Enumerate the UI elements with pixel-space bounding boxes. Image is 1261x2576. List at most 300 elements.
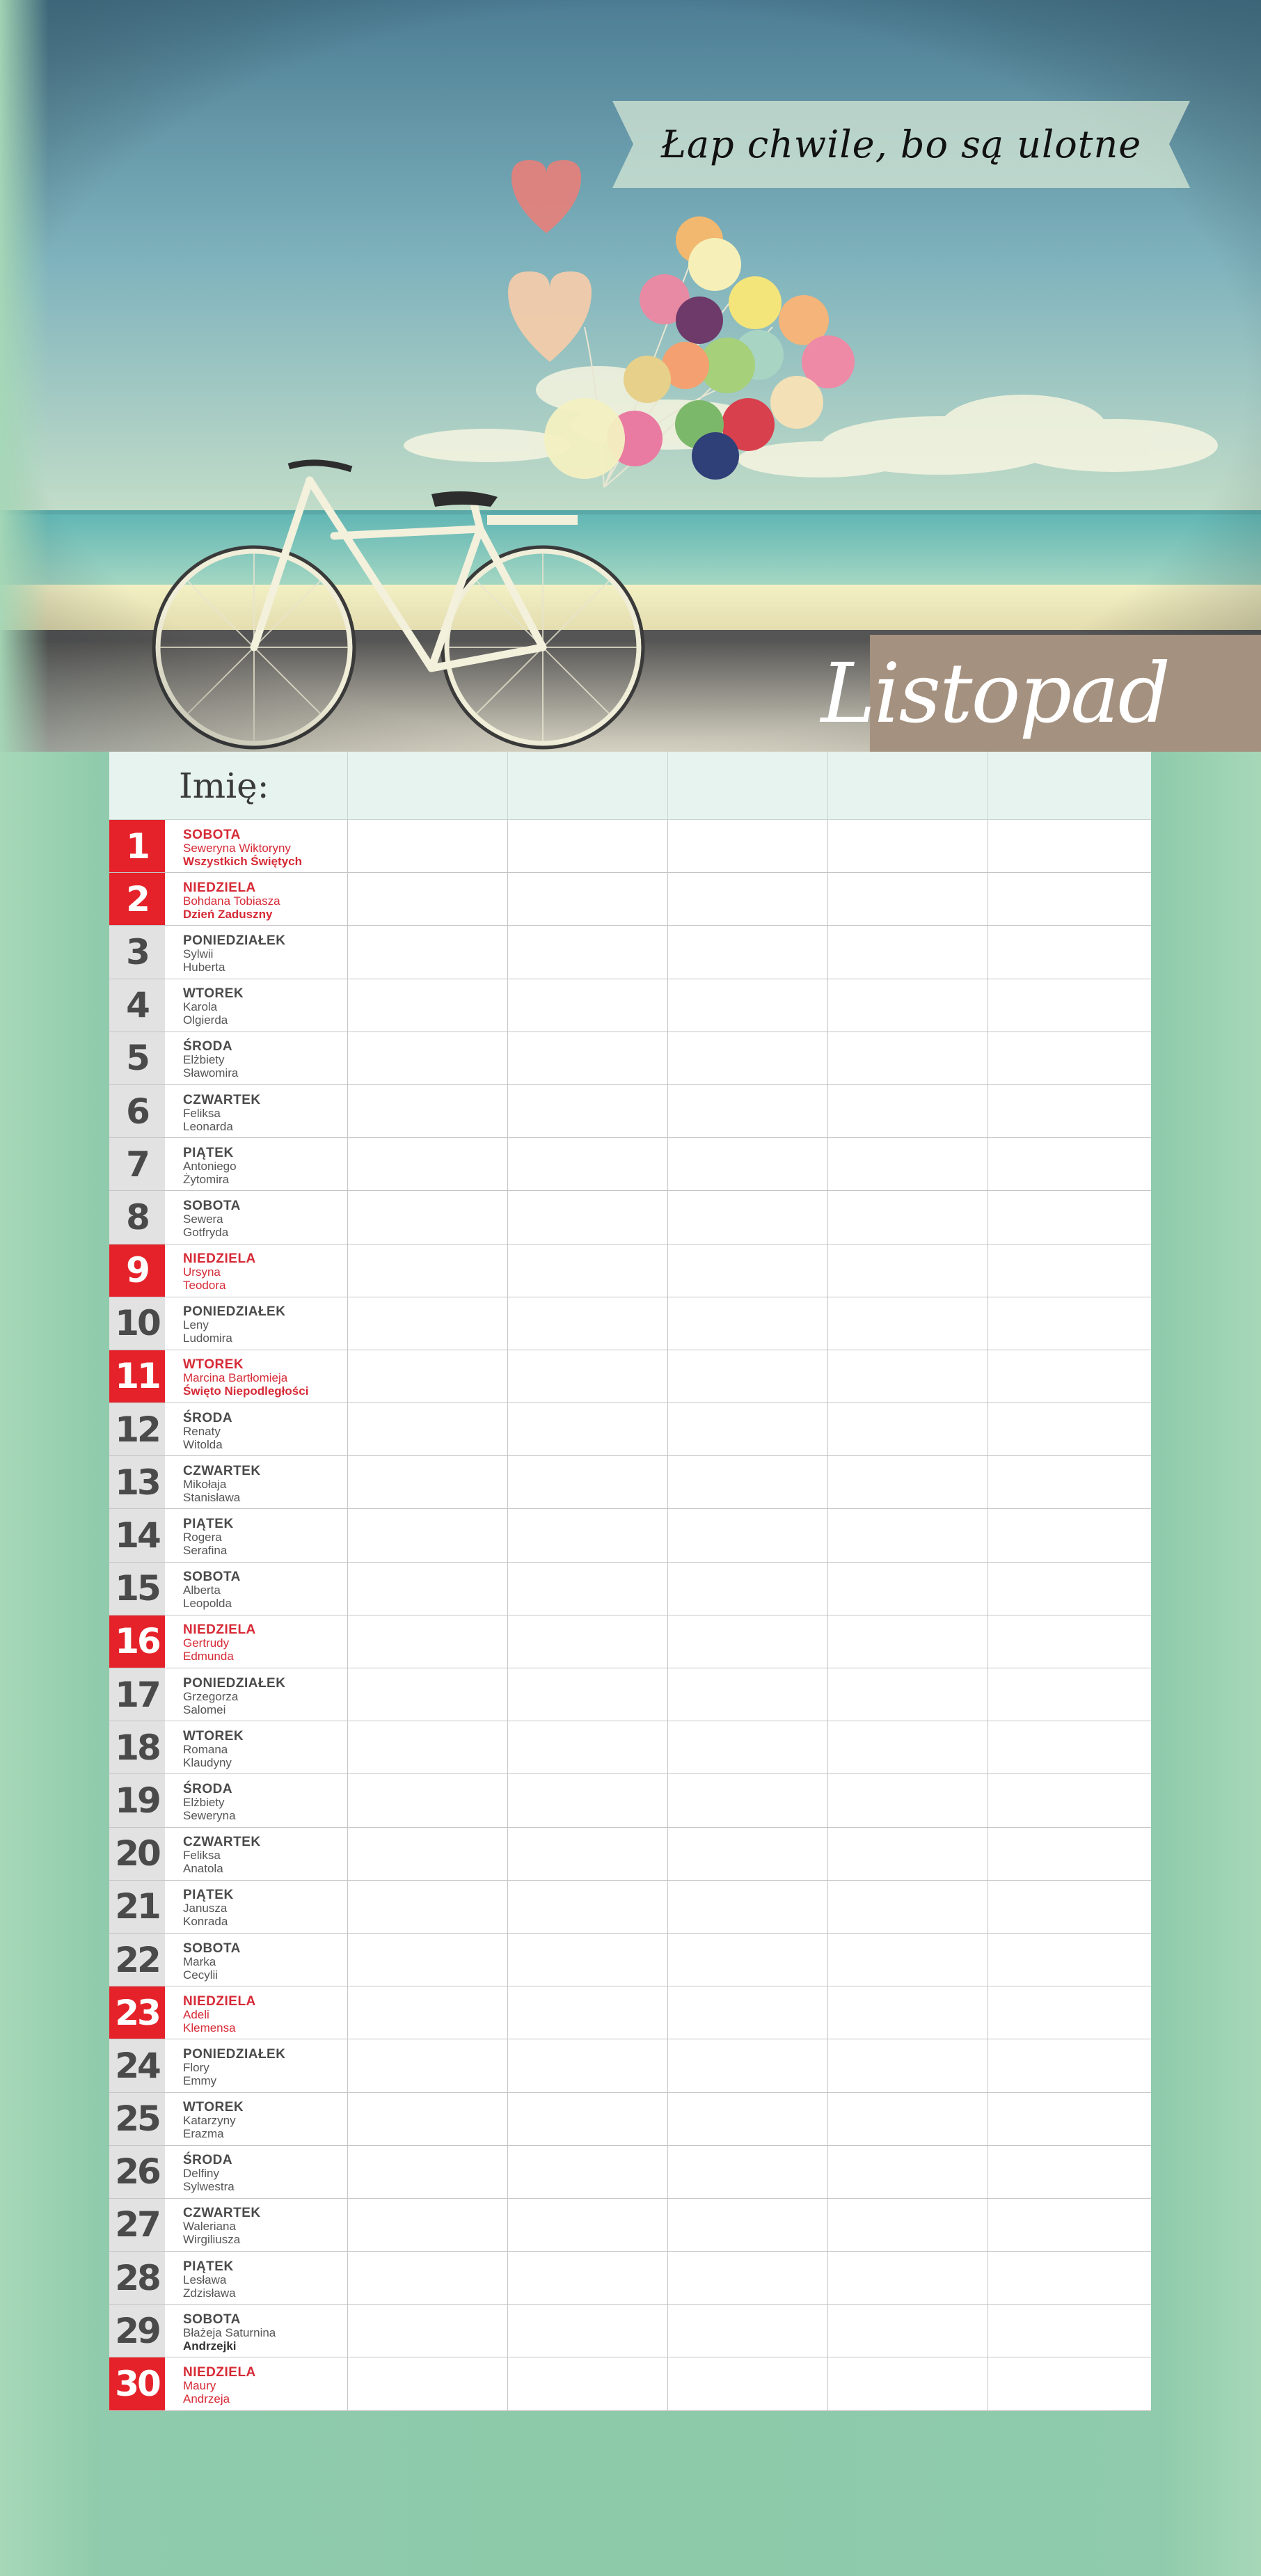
entry-cell[interactable] <box>668 1085 828 1137</box>
name-day-second-line: Huberta <box>183 960 225 974</box>
weekday-label: PONIEDZIAŁEK <box>183 933 286 948</box>
entry-cell[interactable] <box>988 1509 1148 1561</box>
day-row <box>109 979 1151 1032</box>
entry-cell[interactable] <box>988 2039 1148 2092</box>
name-day-names: Delfiny <box>183 2167 219 2181</box>
name-label: Imię: <box>109 752 348 819</box>
weekday-label: PIĄTEK <box>183 1145 234 1160</box>
entry-cell[interactable] <box>508 1138 668 1190</box>
day-row <box>109 1668 1151 1721</box>
entry-cell[interactable] <box>348 2305 508 2357</box>
entry-cell[interactable] <box>828 2146 988 2198</box>
name-day-second-line: Olgierda <box>183 1013 228 1027</box>
day-row <box>109 1403 1151 1456</box>
weekday-label: CZWARTEK <box>183 1092 261 1107</box>
entry-cell[interactable] <box>828 1721 988 1773</box>
entry-cell[interactable] <box>508 1350 668 1402</box>
motto-text: Łap chwile, bo są ulotne <box>660 123 1142 166</box>
name-day-names: Grzegorza <box>183 1689 239 1703</box>
entry-cell[interactable] <box>668 1881 828 1933</box>
day-number: 9 <box>109 1244 165 1297</box>
entry-cell[interactable] <box>668 1934 828 1986</box>
entry-cell[interactable] <box>348 1934 508 1986</box>
day-number: 10 <box>109 1297 165 1350</box>
entry-cell[interactable] <box>508 1881 668 1933</box>
day-info <box>165 1297 348 1350</box>
name-day-second-line: Klaudyny <box>183 1755 232 1769</box>
entry-cell[interactable] <box>508 1456 668 1508</box>
day-info <box>165 926 348 978</box>
name-day-second-line: Cecylii <box>183 1968 219 1982</box>
entry-cell[interactable] <box>988 1350 1148 1402</box>
entry-cell[interactable] <box>668 1350 828 1402</box>
name-day-second-line: Święto Niepodległości <box>183 1384 309 1398</box>
entry-cell[interactable] <box>508 1934 668 1986</box>
entry-cell[interactable] <box>348 1721 508 1773</box>
entry-cell[interactable] <box>508 1403 668 1455</box>
entry-cell[interactable] <box>348 2039 508 2092</box>
entry-cell[interactable] <box>988 2357 1148 2410</box>
weekday-label: NIEDZIELA <box>183 1622 256 1638</box>
entry-cell[interactable] <box>348 1986 508 2039</box>
entry-cell[interactable] <box>508 2305 668 2357</box>
day-number: 25 <box>109 2093 165 2145</box>
name-day-second-line: Teodora <box>183 1279 226 1293</box>
name-day-names: Rogera <box>183 1531 222 1544</box>
day-info <box>165 1138 348 1190</box>
entry-cell[interactable] <box>348 820 508 872</box>
entry-cell[interactable] <box>348 1456 508 1508</box>
entry-cell[interactable] <box>828 820 988 872</box>
entry-cell[interactable] <box>668 1456 828 1508</box>
day-info <box>165 2039 348 2092</box>
entry-cell[interactable] <box>988 1297 1148 1350</box>
name-day-names: Waleriana <box>183 2220 236 2234</box>
entry-cell[interactable] <box>668 1032 828 1084</box>
entry-cell[interactable] <box>348 1668 508 1721</box>
entry-cell[interactable] <box>988 2093 1148 2145</box>
day-row <box>109 1456 1151 1509</box>
entry-cell[interactable] <box>668 1563 828 1615</box>
day-info <box>165 979 348 1032</box>
entry-cell[interactable] <box>348 926 508 978</box>
weekday-label: CZWARTEK <box>183 2206 261 2221</box>
entry-cell[interactable] <box>988 1774 1148 1826</box>
name-day-names: Adeli <box>183 2007 209 2021</box>
name-day-names: Sylwii <box>183 947 214 961</box>
entry-cell[interactable] <box>508 979 668 1032</box>
entry-cell[interactable] <box>988 1986 1148 2039</box>
weekday-label: PONIEDZIAŁEK <box>183 2046 286 2062</box>
day-number: 16 <box>109 1615 165 1668</box>
motto-banner <box>612 101 1190 188</box>
entry-cell[interactable] <box>508 1191 668 1243</box>
weekday-label: ŚRODA <box>183 1039 233 1054</box>
day-row <box>109 1934 1151 1986</box>
entry-cell[interactable] <box>828 1563 988 1615</box>
entry-cell[interactable] <box>988 1563 1148 1615</box>
entry-cell[interactable] <box>348 1191 508 1243</box>
entry-cell[interactable] <box>508 2199 668 2251</box>
name-column-5[interactable] <box>988 752 1148 819</box>
entry-cell[interactable] <box>508 1986 668 2039</box>
entry-cell[interactable] <box>828 1828 988 1880</box>
day-number: 5 <box>109 1032 165 1084</box>
entry-cell[interactable] <box>348 2146 508 2198</box>
day-row <box>109 820 1151 873</box>
weekday-label: PIĄTEK <box>183 2259 234 2274</box>
entry-cell[interactable] <box>668 1138 828 1190</box>
weekday-label: CZWARTEK <box>183 1835 261 1850</box>
entry-cell[interactable] <box>348 1828 508 1880</box>
entry-cell[interactable] <box>828 1881 988 1933</box>
entry-cell[interactable] <box>988 1138 1148 1190</box>
name-day-second-line: Andrzejki <box>183 2339 237 2353</box>
entry-cell[interactable] <box>988 1085 1148 1137</box>
weekday-label: ŚRODA <box>183 1410 233 1425</box>
entry-cell[interactable] <box>508 1032 668 1084</box>
name-day-names: Błażeja Saturnina <box>183 2325 276 2339</box>
weekday-label: WTOREK <box>183 986 244 1002</box>
name-day-names: Seweryna Wiktoryny <box>183 841 291 855</box>
entry-cell[interactable] <box>508 1615 668 1668</box>
day-number: 12 <box>109 1403 165 1455</box>
day-info <box>165 2305 348 2357</box>
entry-cell[interactable] <box>508 1774 668 1826</box>
name-day-second-line: Emmy <box>183 2073 217 2087</box>
entry-cell[interactable] <box>508 1244 668 1297</box>
weekday-label: ŚRODA <box>183 2153 233 2168</box>
day-row <box>109 1297 1151 1350</box>
name-day-names: Renaty <box>183 1424 221 1438</box>
day-row <box>109 1828 1151 1881</box>
entry-cell[interactable] <box>988 2146 1148 2198</box>
entry-cell[interactable] <box>668 1297 828 1350</box>
entry-cell[interactable] <box>828 2252 988 2304</box>
day-row <box>109 1138 1151 1191</box>
entry-cell[interactable] <box>508 2146 668 2198</box>
day-number: 3 <box>109 926 165 978</box>
entry-cell[interactable] <box>508 1085 668 1137</box>
name-day-second-line: Stanisława <box>183 1490 241 1504</box>
entry-cell[interactable] <box>348 1509 508 1561</box>
entry-cell[interactable] <box>828 1350 988 1402</box>
day-info <box>165 1350 348 1402</box>
entry-cell[interactable] <box>348 1297 508 1350</box>
entry-cell[interactable] <box>668 2305 828 2357</box>
day-info <box>165 1774 348 1826</box>
entry-cell[interactable] <box>828 926 988 978</box>
entry-cell[interactable] <box>828 979 988 1032</box>
entry-cell[interactable] <box>508 2093 668 2145</box>
entry-cell[interactable] <box>668 1721 828 1773</box>
entry-cell[interactable] <box>508 1297 668 1350</box>
name-day-second-line: Konrada <box>183 1915 228 1929</box>
weekday-label: NIEDZIELA <box>183 1993 256 2009</box>
entry-cell[interactable] <box>348 1350 508 1402</box>
day-row <box>109 1986 1151 2039</box>
entry-cell[interactable] <box>988 1881 1148 1933</box>
entry-cell[interactable] <box>348 1032 508 1084</box>
day-number: 15 <box>109 1563 165 1615</box>
day-number: 8 <box>109 1191 165 1243</box>
name-day-names: Maury <box>183 2379 216 2393</box>
entry-cell[interactable] <box>988 1615 1148 1668</box>
day-row <box>109 2039 1151 2092</box>
day-info <box>165 1881 348 1933</box>
entry-cell[interactable] <box>988 1668 1148 1721</box>
entry-cell[interactable] <box>668 2039 828 2092</box>
day-number: 18 <box>109 1721 165 1773</box>
entry-cell[interactable] <box>508 1563 668 1615</box>
entry-cell[interactable] <box>828 1085 988 1137</box>
entry-cell[interactable] <box>668 1403 828 1455</box>
entry-cell[interactable] <box>668 1828 828 1880</box>
day-row <box>109 1615 1151 1668</box>
name-column-2[interactable] <box>508 752 668 819</box>
entry-cell[interactable] <box>348 979 508 1032</box>
name-day-names: Elżbiety <box>183 1053 225 1067</box>
day-number: 20 <box>109 1828 165 1880</box>
calendar-header-row <box>109 752 1151 820</box>
name-day-second-line: Sylwestra <box>183 2180 235 2194</box>
entry-cell[interactable] <box>508 1721 668 1773</box>
entry-cell[interactable] <box>508 2252 668 2304</box>
day-number: 19 <box>109 1774 165 1826</box>
entry-cell[interactable] <box>668 2199 828 2251</box>
day-row <box>109 1881 1151 1934</box>
day-info <box>165 1828 348 1880</box>
entry-cell[interactable] <box>668 820 828 872</box>
weekday-label: PONIEDZIAŁEK <box>183 1675 286 1691</box>
day-number: 14 <box>109 1509 165 1561</box>
entry-cell[interactable] <box>348 1881 508 1933</box>
name-day-names: Romana <box>183 1742 228 1756</box>
entry-cell[interactable] <box>348 2252 508 2304</box>
entry-cell[interactable] <box>508 1509 668 1561</box>
entry-cell[interactable] <box>508 2039 668 2092</box>
entry-cell[interactable] <box>348 1244 508 1297</box>
name-day-second-line: Ludomira <box>183 1332 232 1345</box>
weekday-label: WTOREK <box>183 2100 244 2115</box>
day-row <box>109 1032 1151 1085</box>
entry-cell[interactable] <box>508 820 668 872</box>
calendar-body <box>109 820 1151 2411</box>
weekday-label: PIĄTEK <box>183 1888 234 1903</box>
entry-cell[interactable] <box>348 1774 508 1826</box>
entry-cell[interactable] <box>988 820 1148 872</box>
name-day-second-line: Salomei <box>183 1702 226 1716</box>
name-day-names: Katarzyny <box>183 2114 236 2128</box>
day-row <box>109 1563 1151 1615</box>
entry-cell[interactable] <box>348 2357 508 2410</box>
entry-cell[interactable] <box>988 1721 1148 1773</box>
entry-cell[interactable] <box>988 2252 1148 2304</box>
day-info <box>165 1244 348 1297</box>
entry-cell[interactable] <box>828 1509 988 1561</box>
name-day-names: Janusza <box>183 1902 228 1915</box>
entry-cell[interactable] <box>988 1403 1148 1455</box>
weekday-label: SOBOTA <box>183 827 241 842</box>
entry-cell[interactable] <box>348 1615 508 1668</box>
day-row <box>109 926 1151 979</box>
name-day-second-line: Anatola <box>183 1862 223 1876</box>
entry-cell[interactable] <box>348 1085 508 1137</box>
weekday-label: PONIEDZIAŁEK <box>183 1304 286 1320</box>
day-info <box>165 2199 348 2251</box>
day-row <box>109 2093 1151 2146</box>
entry-cell[interactable] <box>988 1456 1148 1508</box>
entry-cell[interactable] <box>988 2199 1148 2251</box>
day-info <box>165 2357 348 2410</box>
weekday-label: WTOREK <box>183 1357 244 1373</box>
entry-cell[interactable] <box>828 2357 988 2410</box>
entry-cell[interactable] <box>668 1774 828 1826</box>
entry-cell[interactable] <box>668 1244 828 1297</box>
day-info <box>165 1721 348 1773</box>
entry-cell[interactable] <box>348 2199 508 2251</box>
entry-cell[interactable] <box>828 873 988 925</box>
day-info <box>165 1509 348 1561</box>
day-number: 2 <box>109 873 165 925</box>
day-row <box>109 2199 1151 2252</box>
weekday-label: CZWARTEK <box>183 1463 261 1478</box>
calendar-table <box>109 752 1151 2411</box>
entry-cell[interactable] <box>988 1934 1148 1986</box>
entry-cell[interactable] <box>668 873 828 925</box>
entry-cell[interactable] <box>508 1668 668 1721</box>
day-info <box>165 873 348 925</box>
entry-cell[interactable] <box>988 1191 1148 1243</box>
entry-cell[interactable] <box>988 979 1148 1032</box>
entry-cell[interactable] <box>828 1668 988 1721</box>
day-row <box>109 1350 1151 1403</box>
day-number: 17 <box>109 1668 165 1721</box>
weekday-label: SOBOTA <box>183 1198 241 1213</box>
day-info <box>165 1191 348 1243</box>
entry-cell[interactable] <box>828 1244 988 1297</box>
day-row <box>109 1774 1151 1827</box>
entry-cell[interactable] <box>508 926 668 978</box>
entry-cell[interactable] <box>668 2146 828 2198</box>
day-info <box>165 1085 348 1137</box>
weekday-label: SOBOTA <box>183 2312 241 2327</box>
day-number: 30 <box>109 2357 165 2410</box>
entry-cell[interactable] <box>828 1297 988 1350</box>
entry-cell[interactable] <box>828 1986 988 2039</box>
entry-cell[interactable] <box>988 873 1148 925</box>
entry-cell[interactable] <box>348 873 508 925</box>
entry-cell[interactable] <box>508 1828 668 1880</box>
name-day-second-line: Serafina <box>183 1544 228 1558</box>
entry-cell[interactable] <box>988 926 1148 978</box>
day-row <box>109 873 1151 926</box>
entry-cell[interactable] <box>668 2252 828 2304</box>
entry-cell[interactable] <box>668 979 828 1032</box>
entry-cell[interactable] <box>348 1403 508 1455</box>
day-number: 23 <box>109 1986 165 2039</box>
entry-cell[interactable] <box>828 2039 988 2092</box>
entry-cell[interactable] <box>348 2093 508 2145</box>
name-day-second-line: Żytomira <box>183 1172 230 1186</box>
entry-cell[interactable] <box>668 1668 828 1721</box>
day-row <box>109 2357 1151 2410</box>
day-number: 6 <box>109 1085 165 1137</box>
name-column-3[interactable] <box>668 752 828 819</box>
entry-cell[interactable] <box>828 1615 988 1668</box>
entry-cell[interactable] <box>668 2357 828 2410</box>
month-title: Listopad <box>820 645 1169 741</box>
day-number: 26 <box>109 2146 165 2198</box>
entry-cell[interactable] <box>988 1032 1148 1084</box>
name-day-names: Sewera <box>183 1212 223 1226</box>
day-row <box>109 1721 1151 1774</box>
day-number: 7 <box>109 1138 165 1190</box>
entry-cell[interactable] <box>668 926 828 978</box>
day-number: 27 <box>109 2199 165 2251</box>
entry-cell[interactable] <box>668 2093 828 2145</box>
entry-cell[interactable] <box>828 1032 988 1084</box>
day-row <box>109 1085 1151 1138</box>
name-day-second-line: Dzień Zaduszny <box>183 907 273 921</box>
day-number: 1 <box>109 820 165 872</box>
name-day-names: Marka <box>183 1954 216 1968</box>
name-day-names: Lesława <box>183 2273 227 2286</box>
entry-cell[interactable] <box>988 2305 1148 2357</box>
name-day-second-line: Seweryna <box>183 1808 236 1822</box>
entry-cell[interactable] <box>668 1986 828 2039</box>
name-day-names: Alberta <box>183 1583 221 1597</box>
entry-cell[interactable] <box>828 1403 988 1455</box>
entry-cell[interactable] <box>828 1774 988 1826</box>
weekday-label: WTOREK <box>183 1728 244 1744</box>
name-day-names: Antoniego <box>183 1159 237 1173</box>
name-day-names: Karola <box>183 1000 218 1014</box>
entry-cell[interactable] <box>828 2199 988 2251</box>
name-day-second-line: Andrzeja <box>183 2392 230 2406</box>
entry-cell[interactable] <box>348 1563 508 1615</box>
name-day-names: Bohdana Tobiasza <box>183 894 280 908</box>
entry-cell[interactable] <box>828 1138 988 1190</box>
name-column-1[interactable] <box>348 752 508 819</box>
entry-cell[interactable] <box>668 1615 828 1668</box>
entry-cell[interactable] <box>988 1244 1148 1297</box>
entry-cell[interactable] <box>668 1509 828 1561</box>
entry-cell[interactable] <box>348 1138 508 1190</box>
day-info <box>165 1403 348 1455</box>
entry-cell[interactable] <box>668 1191 828 1243</box>
entry-cell[interactable] <box>828 1934 988 1986</box>
entry-cell[interactable] <box>828 1191 988 1243</box>
day-number: 24 <box>109 2039 165 2092</box>
day-row <box>109 2252 1151 2305</box>
day-row <box>109 2146 1151 2199</box>
weekday-label: NIEDZIELA <box>183 2365 256 2380</box>
entry-cell[interactable] <box>828 1456 988 1508</box>
name-day-second-line: Leonarda <box>183 1119 233 1133</box>
name-day-names: Mikołaja <box>183 1477 227 1491</box>
entry-cell[interactable] <box>508 873 668 925</box>
entry-cell[interactable] <box>828 2305 988 2357</box>
name-day-second-line: Edmunda <box>183 1650 234 1664</box>
entry-cell[interactable] <box>828 2093 988 2145</box>
day-info <box>165 1032 348 1084</box>
name-column-4[interactable] <box>828 752 988 819</box>
entry-cell[interactable] <box>508 2357 668 2410</box>
entry-cell[interactable] <box>988 1828 1148 1880</box>
day-info <box>165 1934 348 1986</box>
name-day-names: Marcina Bartłomieja <box>183 1371 288 1385</box>
